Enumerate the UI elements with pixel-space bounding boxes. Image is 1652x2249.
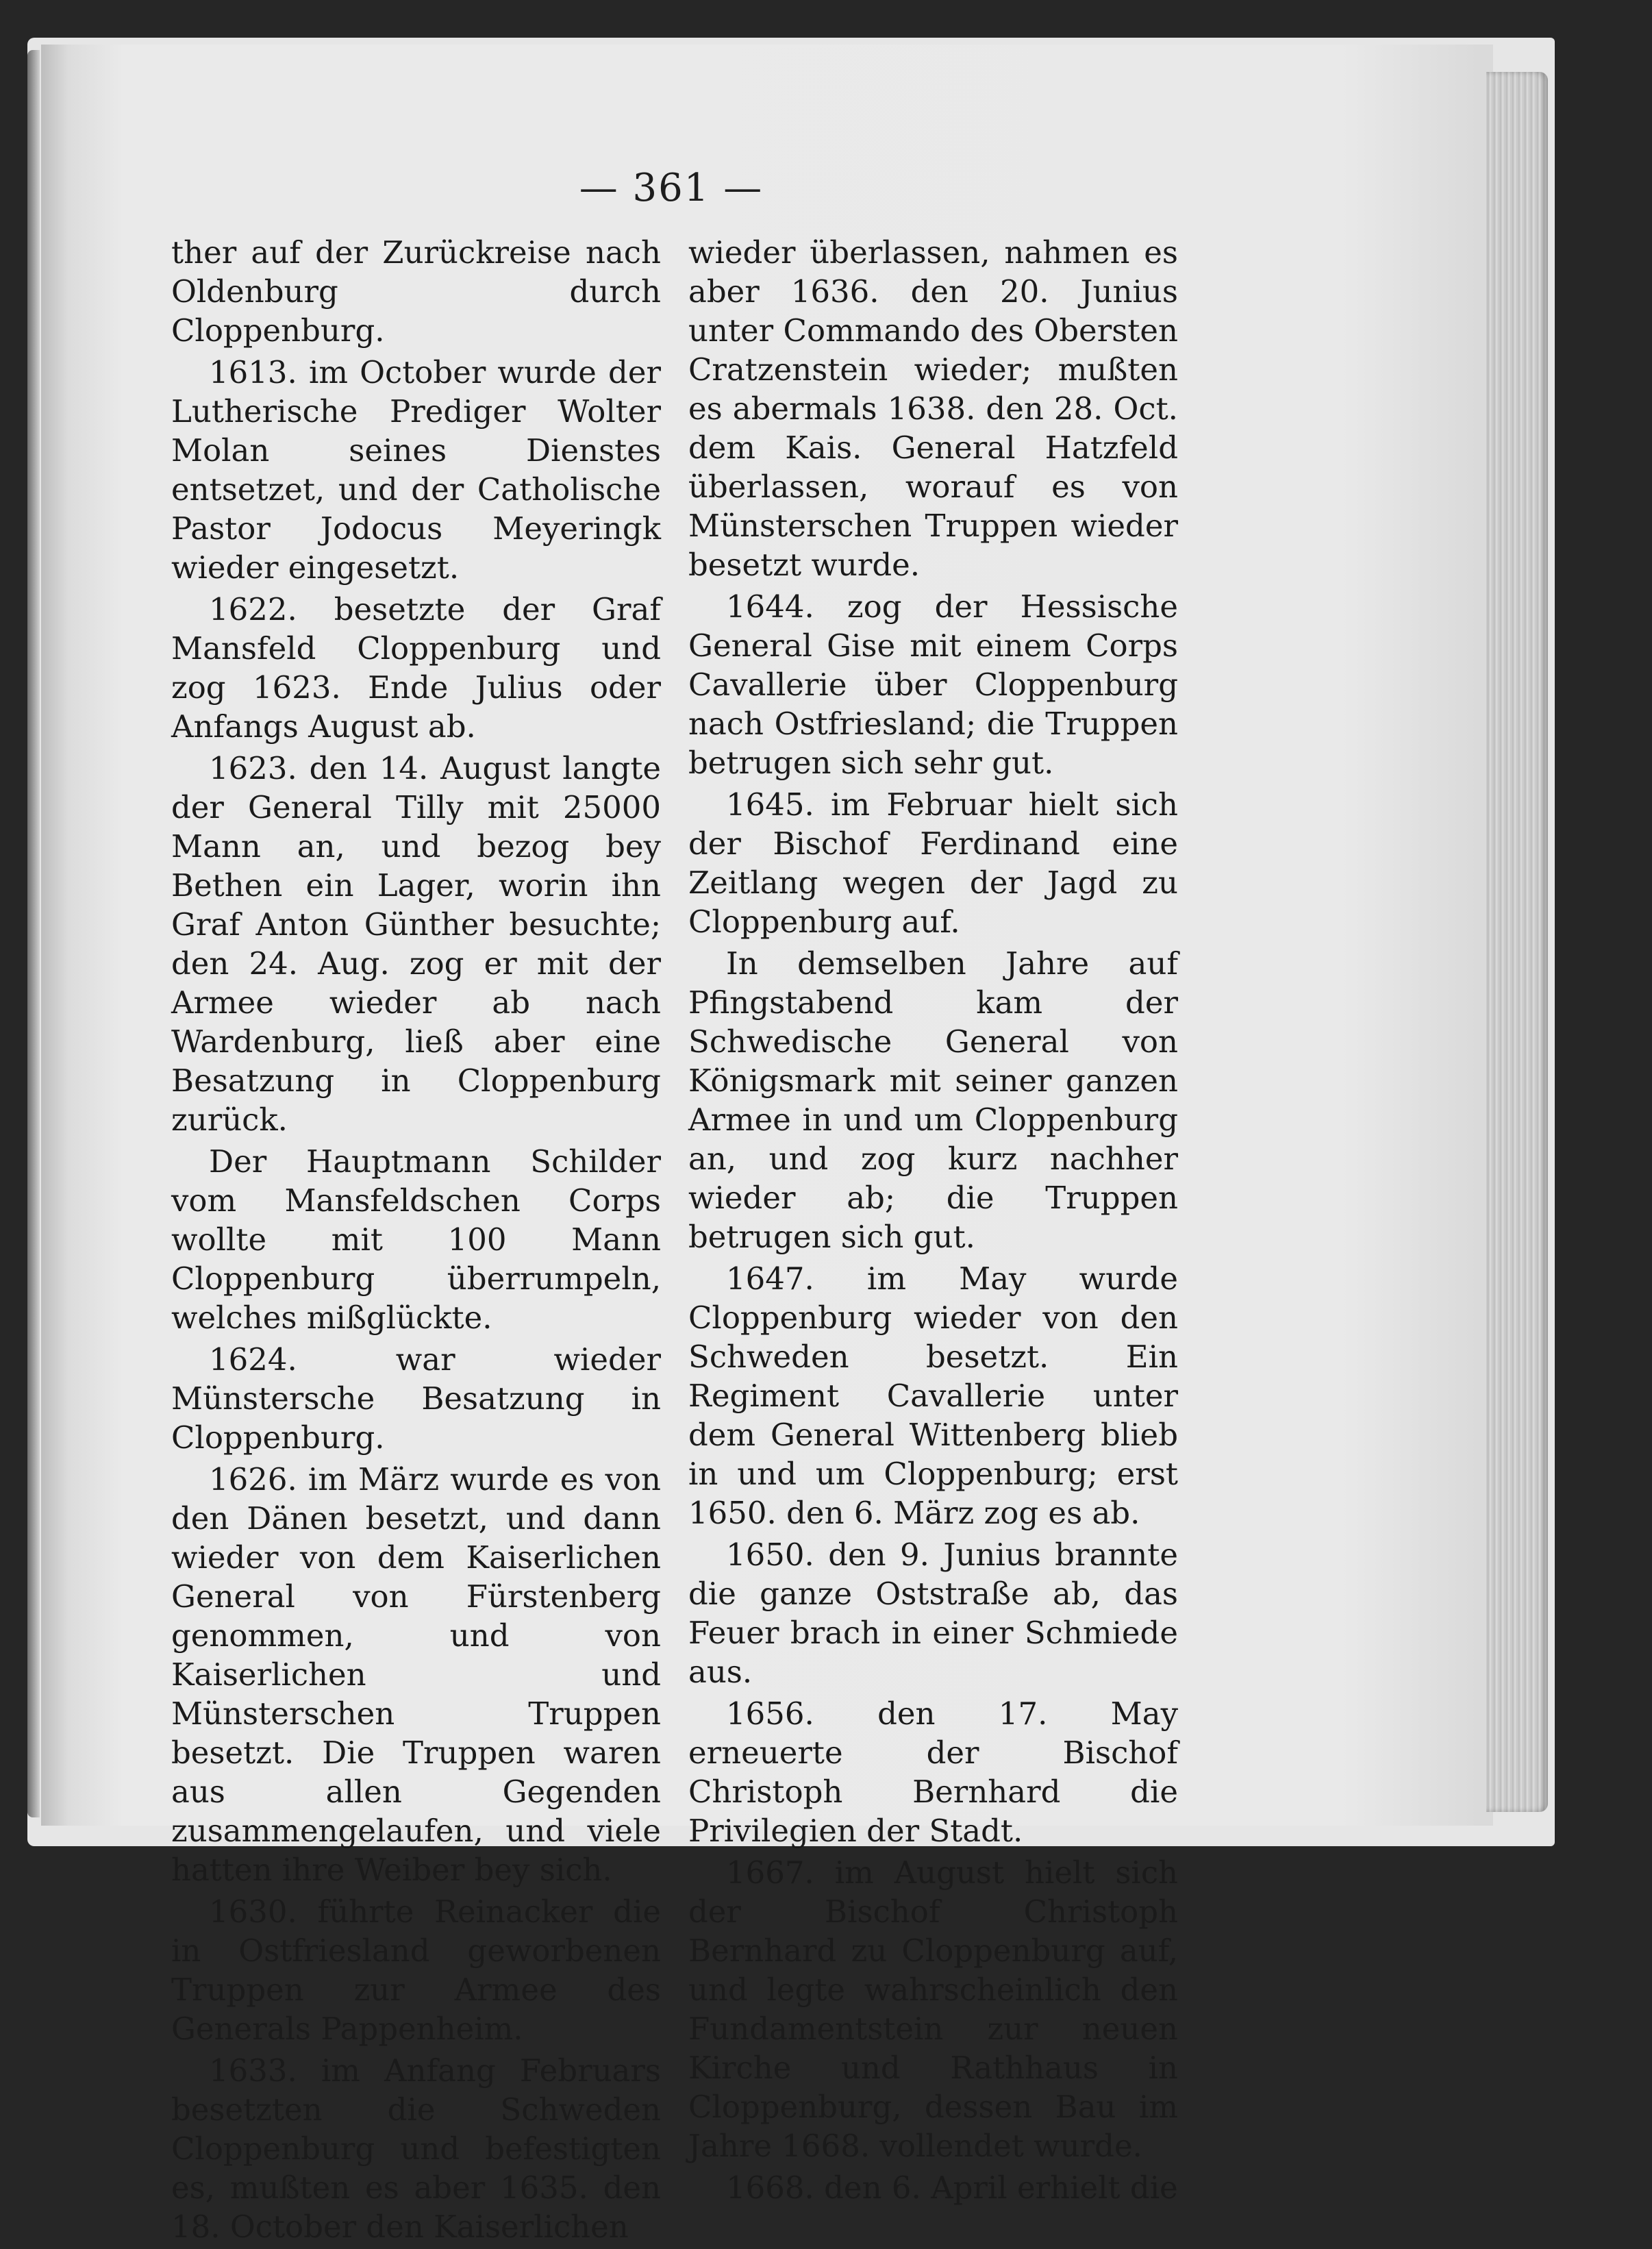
paragraph: 1668. den 6. April erhielt die bbox=[726, 2170, 1178, 2206]
left-page-edge bbox=[27, 50, 40, 1817]
paragraph: 1633. im Anfang Februars besetzten die Schweden Cloppenburg und befestigten es, mußten es aber 1635. den 18. October den Kaiserlichen bbox=[171, 2052, 661, 2245]
page-fore-edge bbox=[1486, 72, 1548, 1812]
paragraph: ther auf der Zurückreise nach Oldenburg durch Cloppenburg. bbox=[171, 234, 661, 349]
paragraph: 1613. im October wurde der Lutherische Prediger Wolter Molan seines Dienstes entsetzet, und der Catholische Pastor Jodocus Meyeringk wieder eingesetzt. bbox=[171, 354, 661, 586]
paragraph: 1667. im August hielt sich der Bischof Christoph Bernhard zu Cloppenburg auf, und legte wahrscheinlich den Fundamentstein zur neuen Kirche und Rathhaus in Cloppenburg, dessen Bau im Jahre 1668. vollendet wurde. bbox=[688, 1854, 1178, 2164]
paragraph: 1644. zog der Hessische General Gise mit einem Corps Cavallerie über Cloppenburg nach Ostfriesland; die Truppen betrugen sich sehr gut. bbox=[688, 588, 1178, 781]
left-text-column bbox=[171, 233, 661, 2249]
paragraph: In demselben Jahre auf Pfingstabend kam der Schwedische General von Königsmark mit seiner ganzen Armee in und um Cloppenburg an, und zog kurz nachher wieder ab; die Truppen betrugen sich gut. bbox=[688, 945, 1178, 1255]
paragraph: 1622. besetzte der Graf Mansfeld Cloppenburg und zog 1623. Ende Julius oder Anfangs August ab. bbox=[171, 591, 661, 745]
paragraph: wieder überlassen, nahmen es aber 1636. den 20. Junius unter Commando des Obersten Cratzenstein wieder; mußten es abermals 1638. den 28. Oct. dem Kais. General Hatzfeld überlassen, worauf es von Münsterschen Truppen wieder besetzt wurde. bbox=[688, 234, 1178, 583]
paragraph: 1647. im May wurde Cloppenburg wieder von den Schweden besetzt. Ein Regiment Cavallerie unter dem General Wittenberg blieb in und um Cloppenburg; erst 1650. den 6. März zog es ab. bbox=[688, 1260, 1178, 1531]
paragraph: 1645. im Februar hielt sich der Bischof Ferdinand eine Zeitlang wegen der Jagd zu Cloppenburg auf. bbox=[688, 786, 1178, 940]
paragraph: 1623. den 14. August langte der General Tilly mit 25000 Mann an, und bezog bey Bethen ein Lager, worin ihn Graf Anton Günther besuchte; den 24. Aug. zog er mit der Armee wieder ab nach Wardenburg, ließ aber eine Besatzung in Cloppenburg zurück. bbox=[171, 750, 661, 1138]
paragraph: Der Hauptmann Schilder vom Mansfeldschen Corps wollte mit 100 Mann Cloppenburg überrumpeln, welches mißglückte. bbox=[171, 1143, 661, 1336]
paragraph: 1650. den 9. Junius brannte die ganze Oststraße ab, das Feuer brach in einer Schmiede aus. bbox=[688, 1537, 1178, 1690]
paragraph: 1656. den 17. May erneuerte der Bischof Christoph Bernhard die Privilegien der Stadt. bbox=[688, 1695, 1178, 1849]
paragraph: 1624. war wieder Münstersche Besatzung in Cloppenburg. bbox=[171, 1341, 661, 1456]
paragraph: 1626. im März wurde es von den Dänen besetzt, und dann wieder von dem Kaiserlichen General von Fürstenberg genommen, und von Kaiserlichen und Münsterschen Truppen besetzt. Die Truppen waren aus allen Gegenden zusammengelaufen, und viele hatten ihre Weiber bey sich. bbox=[171, 1461, 661, 1888]
page-number: — 361 — bbox=[579, 166, 764, 210]
paragraph: 1630. führte Reinacker die in Ostfriesland geworbenen Truppen zur Armee des Generals Pappenheim. bbox=[171, 1893, 661, 2047]
right-text-column bbox=[688, 233, 1178, 2210]
